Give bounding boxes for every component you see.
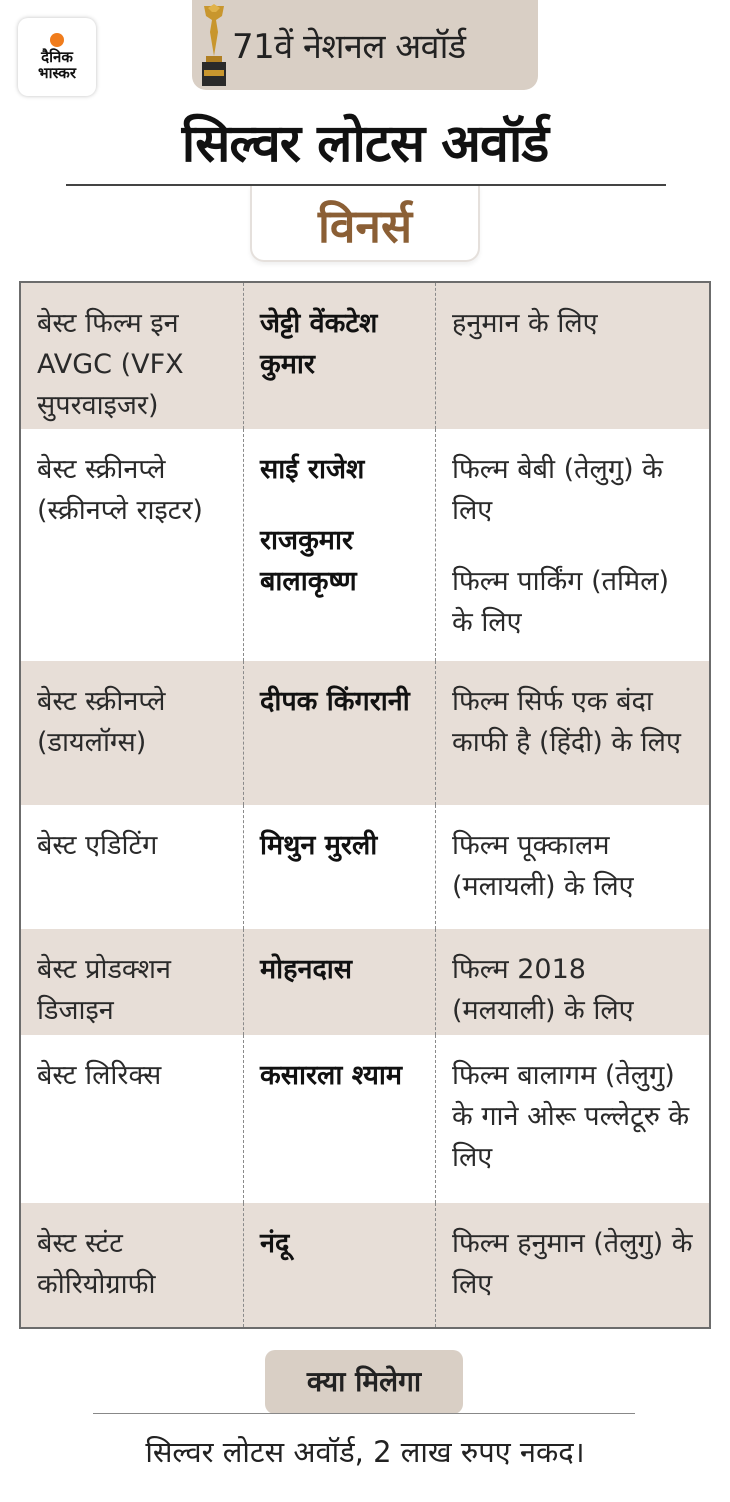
reason-cell [436, 1035, 709, 1203]
winner-reason: फिल्म बेबी (तेलुगु) के लिए [452, 454, 663, 526]
category-cell [21, 1203, 244, 1327]
logo-line-1: दैनिक [41, 48, 73, 66]
winner-cell [244, 805, 436, 929]
winners-table [19, 281, 711, 1329]
sun-icon [50, 33, 64, 47]
winner-name: मोहनदास [260, 954, 353, 985]
category-line: बेस्ट स्टंट [37, 1228, 123, 1259]
winner-reason: फिल्म हनुमान (तेलुगु) के लिए [452, 1228, 693, 1300]
winner-name: दीपक किंगरानी [260, 686, 410, 717]
table-row [21, 661, 709, 805]
winner-name: जेट्टी वेंकटेश कुमार [260, 308, 378, 380]
category-line: बेस्ट स्क्रीनप्ले [37, 454, 166, 485]
category-line: AVGC (VFX [37, 349, 184, 380]
category-cell [21, 283, 244, 429]
category-line: बेस्ट फिल्म इन [37, 308, 179, 339]
logo-line-2: भास्कर [38, 64, 76, 82]
reason-cell [436, 1203, 709, 1327]
category-line: बेस्ट प्रोडक्शन [37, 954, 171, 985]
category-line: डिजाइन [37, 995, 114, 1026]
category-cell [21, 805, 244, 929]
table-row [21, 283, 709, 429]
category-line: सुपरवाइजर) [37, 390, 159, 421]
reason-cell [436, 661, 709, 805]
winner-cell [244, 429, 436, 661]
trophy-icon [196, 2, 232, 88]
category-line: (स्क्रीनप्ले राइटर) [37, 495, 203, 526]
winner-reason: फिल्म बालागम (तेलुगु) के गाने ओरू पल्लेटूरु के लिए [452, 1060, 690, 1173]
winner-name: साई राजेश [260, 454, 365, 485]
category-line: बेस्ट एडिटिंग [37, 830, 158, 861]
main-title: सिल्वर लोटस अवॉर्ड [181, 114, 549, 174]
winner-name: नंदू [260, 1228, 290, 1259]
header-title: 71वें नेशनल अवॉर्ड [232, 27, 466, 67]
table-row [21, 929, 709, 1035]
category-cell [21, 929, 244, 1035]
winner-reason: फिल्म पार्किंग (तमिल) के लिए [452, 566, 669, 638]
table-row [21, 1035, 709, 1203]
winner-reason: फिल्म सिर्फ एक बंदा काफी है (हिंदी) के लिए [452, 686, 681, 758]
category-line: बेस्ट स्क्रीनप्ले [37, 686, 166, 717]
winner-name: कसारला श्याम [260, 1060, 402, 1091]
prize-text: सिल्वर लोटस अवॉर्ड, 2 लाख रुपए नकद। [145, 1435, 585, 1469]
winner-reason: हनुमान के लिए [452, 308, 598, 339]
winner-cell [244, 1035, 436, 1203]
category-cell [21, 661, 244, 805]
winners-tab [250, 186, 480, 262]
winner-reason: फिल्म 2018 (मलयाली) के लिए [452, 954, 634, 1026]
header-band [192, 0, 538, 90]
reason-cell [436, 429, 709, 661]
category-line: कोरियोग्राफी [37, 1269, 156, 1300]
winner-reason: फिल्म पूक्कालम (मलायली) के लिए [452, 830, 634, 902]
reason-cell [436, 283, 709, 429]
table-row [21, 805, 709, 929]
category-cell [21, 1035, 244, 1203]
dainik-bhaskar-logo [18, 18, 96, 96]
winners-label: विनर्स [317, 199, 413, 253]
category-cell [21, 429, 244, 661]
winner-cell [244, 283, 436, 429]
reason-cell [436, 805, 709, 929]
category-line: बेस्ट लिरिक्स [37, 1060, 162, 1091]
category-line: (डायलॉग्स) [37, 727, 147, 758]
prize-divider [93, 1413, 635, 1414]
reason-cell [436, 929, 709, 1035]
winner-cell [244, 661, 436, 805]
winner-name: मिथुन मुरली [260, 830, 378, 861]
table-row [21, 429, 709, 661]
winner-cell [244, 1203, 436, 1327]
prize-label: क्या मिलेगा [265, 1350, 463, 1414]
table-row [21, 1203, 709, 1327]
winner-name: राजकुमार बालाकृष्ण [260, 525, 357, 597]
winner-cell [244, 929, 436, 1035]
